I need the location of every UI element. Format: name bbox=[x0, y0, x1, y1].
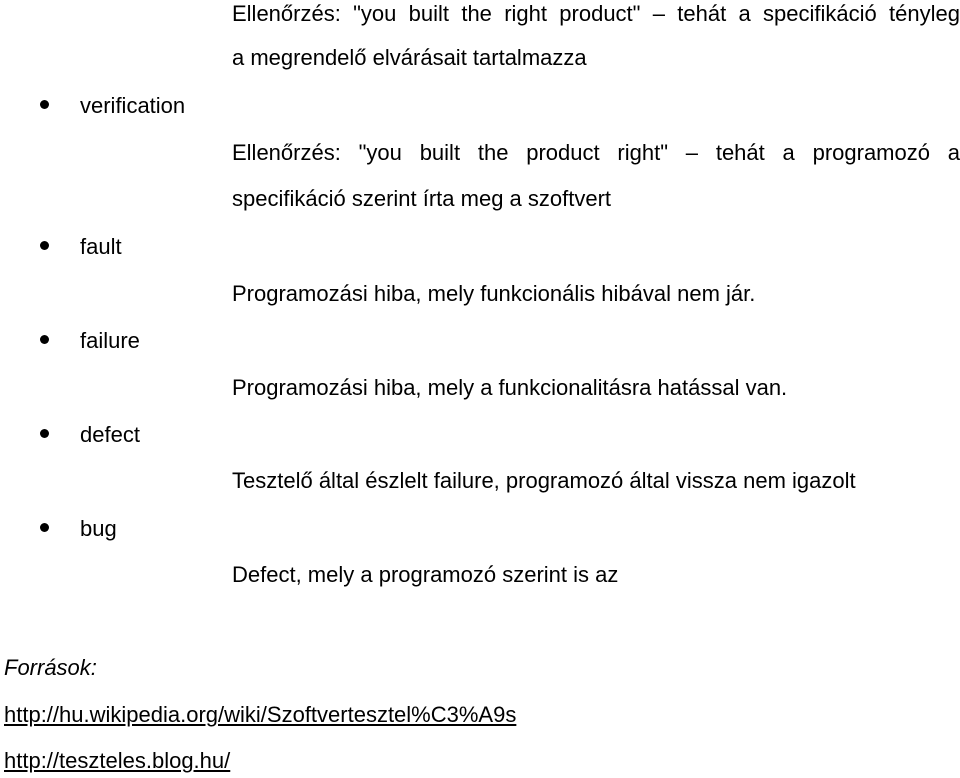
source-link-wikipedia[interactable]: http://hu.wikipedia.org/wiki/Szoftvertesztel%C3%A9s bbox=[4, 702, 517, 727]
failure-definition: Programozási hiba, mely a funkcionalitásra hatással van. bbox=[232, 375, 788, 400]
validation-definition-line-1: Ellenőrzés: "you built the right product" – tehát a specifikáció tényleg bbox=[232, 1, 960, 26]
bullet-icon bbox=[40, 429, 49, 438]
term-verification: verification bbox=[80, 93, 186, 118]
fault-definition: Programozási hiba, mely funkcionális hibával nem jár. bbox=[232, 281, 756, 306]
bullet-icon bbox=[40, 523, 49, 532]
bullet-icon bbox=[40, 335, 49, 344]
bullet-icon bbox=[40, 241, 49, 250]
defect-definition: Tesztelő által észlelt failure, programozó által vissza nem igazolt bbox=[232, 468, 856, 493]
verification-definition-line-1: Ellenőrzés: "you built the product right" – tehát a programozó a bbox=[232, 140, 960, 165]
term-defect: defect bbox=[80, 422, 140, 447]
bullet-icon bbox=[40, 100, 49, 109]
term-failure: failure bbox=[80, 328, 140, 353]
bug-definition: Defect, mely a programozó szerint is az bbox=[232, 562, 619, 587]
term-fault: fault bbox=[80, 234, 122, 259]
sources-heading: Források: bbox=[4, 655, 97, 680]
source-link-teszteles-blog[interactable]: http://teszteles.blog.hu/ bbox=[4, 748, 231, 773]
verification-definition-line-2: specifikáció szerint írta meg a szoftvert bbox=[232, 186, 612, 211]
validation-definition-line-2: a megrendelő elvárásait tartalmazza bbox=[232, 45, 587, 70]
term-bug: bug bbox=[80, 516, 117, 541]
